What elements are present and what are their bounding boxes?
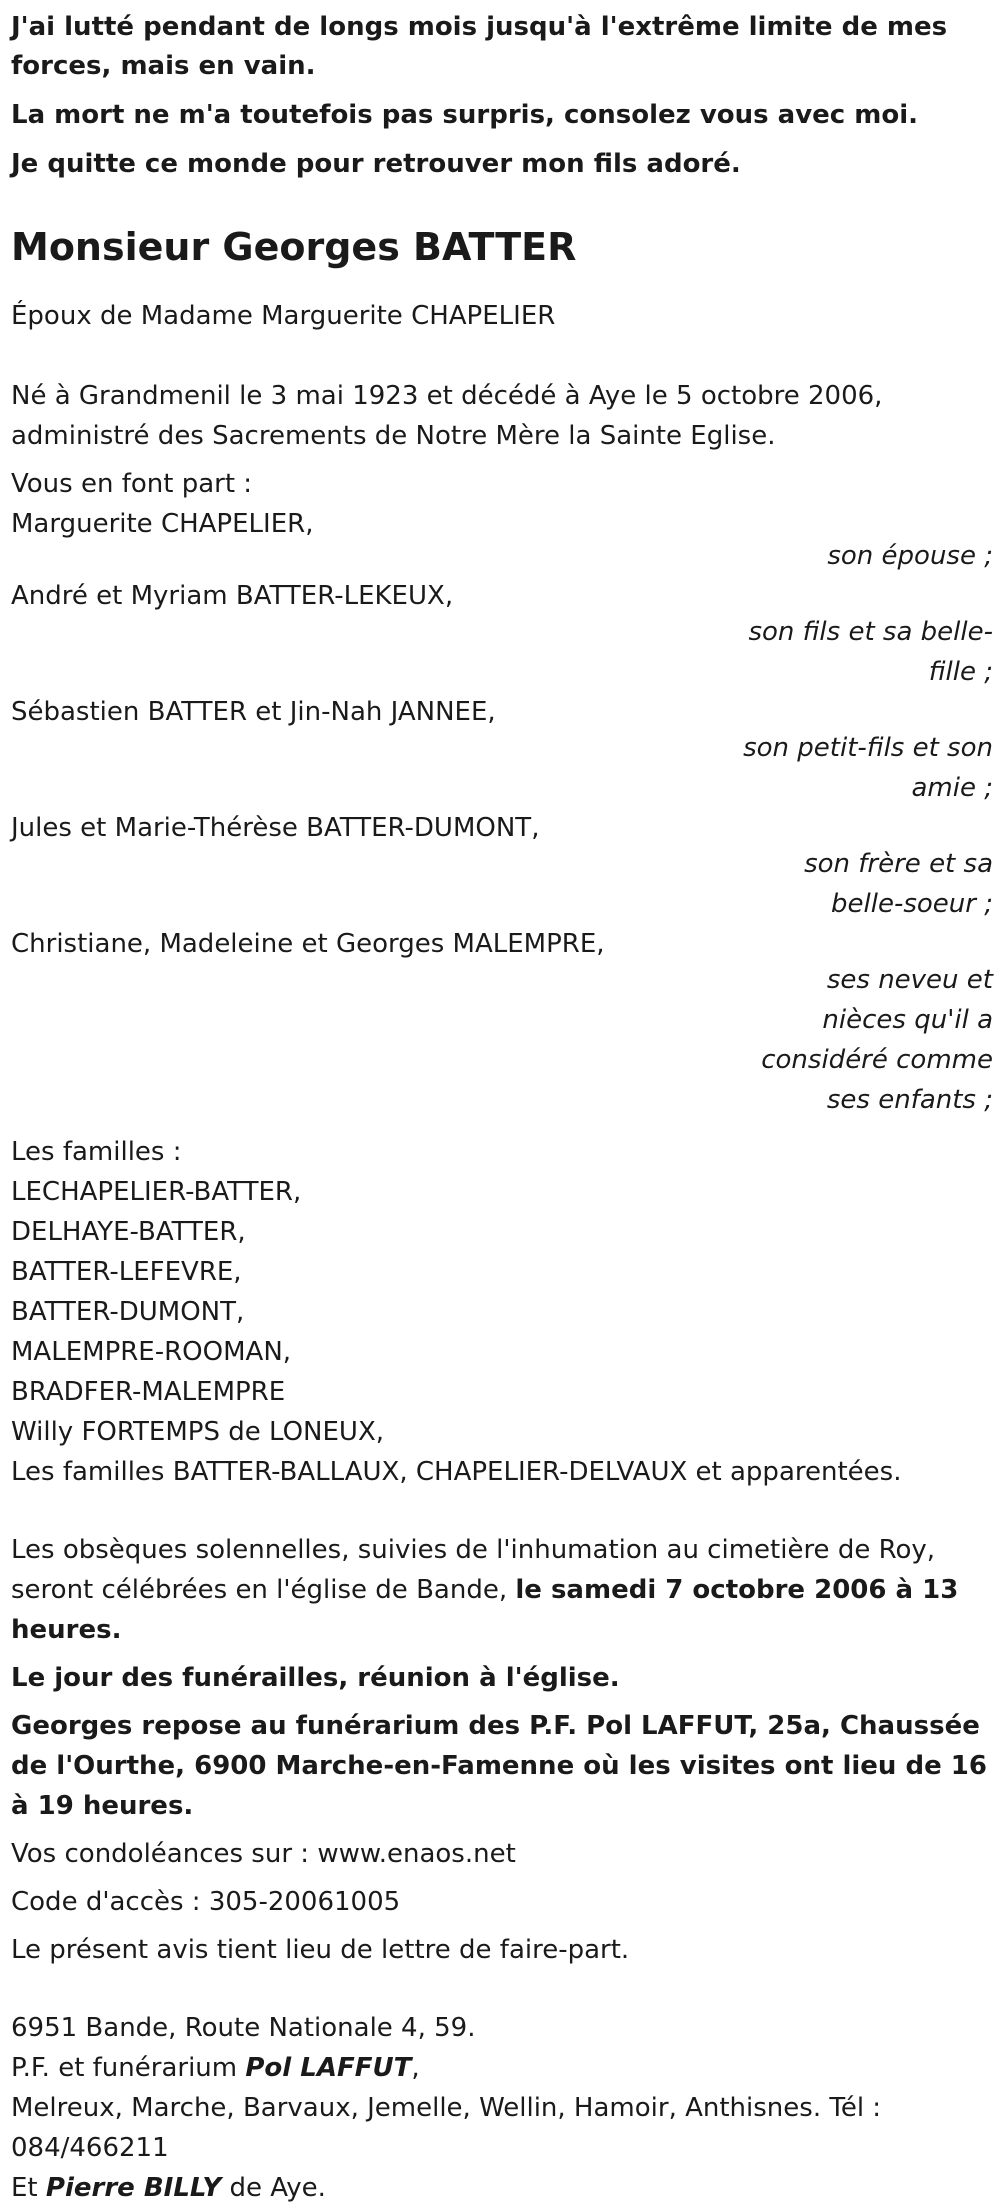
relative-name: Christiane, Madeleine et Georges MALEMPRE, [11, 929, 605, 959]
relatives-list [11, 504, 993, 1116]
access-code-line: Code d'accès : 305-20061005 [11, 1887, 401, 1917]
family-item: BATTER-DUMONT, [11, 1297, 245, 1327]
relative-entry [11, 924, 993, 1116]
family-item: Les familles BATTER-BALLAUX, CHAPELIER-DELVAUX et apparentées. [11, 1457, 902, 1487]
intro-quote [11, 8, 993, 184]
pf-suffix: , [411, 2053, 420, 2083]
relative-role: son épouse ; [827, 541, 993, 571]
families-list [11, 1132, 993, 1492]
relative-role: son fils et sa belle-fille ; [748, 617, 993, 687]
reunion-line: Le jour des funérailles, réunion à l'église. [11, 1663, 620, 1693]
notice-line: Le présent avis tient lieu de lettre de faire-part. [11, 1935, 630, 1965]
relative-name: Marguerite CHAPELIER, [11, 509, 314, 539]
funeral-text: Les obsèques solennelles, suivies de l'inhumation au cimetière de Roy, seront célébrées en l'église de Bande, [11, 1535, 936, 1605]
spouse-line: Époux de Madame Marguerite CHAPELIER [11, 301, 556, 331]
relative-entry [11, 808, 993, 920]
family-item: Willy FORTEMPS de LONEUX, [11, 1417, 385, 1447]
condolences-line: Vos condoléances sur : www.enaos.net [11, 1839, 516, 1869]
relative-entry [11, 692, 993, 804]
pf-prefix: P.F. et funérarium [11, 2053, 246, 2083]
family-item: BATTER-LEFEVRE, [11, 1257, 242, 1287]
rest-line: Georges repose au funérarium des P.F. Pol LAFFUT, 25a, Chaussée de l'Ourthe, 6900 Marche-en-Famenne où les visites ont lieu de 16 à 19 heures. [11, 1711, 987, 1821]
families-heading: Les familles : [11, 1137, 182, 1167]
et-prefix: Et [11, 2173, 46, 2203]
family-item: DELHAYE-BATTER, [11, 1217, 246, 1247]
pf-name: Pol LAFFUT [245, 2053, 412, 2083]
family-item: BRADFER-MALEMPRE [11, 1377, 286, 1407]
locations-line: Melreux, Marche, Barvaux, Jemelle, Wellin, Hamoir, Anthisnes. Tél : 084/466211 [11, 2093, 882, 2163]
funeral-paragraph [11, 1530, 993, 1650]
obituary-notice [11, 8, 993, 2208]
deceased-name-title: Monsieur Georges BATTER [11, 225, 577, 269]
relative-entry [11, 576, 993, 688]
relative-role: son frère et sa belle-soeur ; [804, 849, 993, 919]
announce-line: Vous en font part : [11, 469, 253, 499]
relative-name: Jules et Marie-Thérèse BATTER-DUMONT, [11, 813, 540, 843]
relative-role: ses neveu et nièces qu'il a considéré comme ses enfants ; [761, 965, 993, 1115]
funeral-home-line [11, 2048, 993, 2088]
et-line [11, 2168, 993, 2208]
address-line: 6951 Bande, Route Nationale 4, 59. [11, 2013, 476, 2043]
family-item: LECHAPELIER-BATTER, [11, 1177, 302, 1207]
et-name: Pierre BILLY [45, 2173, 222, 2203]
intro-line-2: La mort ne m'a toutefois pas surpris, consolez vous avec moi. [11, 100, 919, 130]
family-item: MALEMPRE-ROOMAN, [11, 1337, 292, 1367]
intro-line-3: Je quitte ce monde pour retrouver mon fils adoré. [11, 149, 741, 179]
funeral-date: le samedi 7 octobre 2006 à 13 heures. [11, 1575, 959, 1645]
et-suffix: de Aye. [221, 2173, 326, 2203]
relative-name: Sébastien BATTER et Jin-Nah JANNEE, [11, 697, 496, 727]
relative-name: André et Myriam BATTER-LEKEUX, [11, 581, 454, 611]
relative-role: son petit-fils et son amie ; [743, 733, 993, 803]
birth-death-line: Né à Grandmenil le 3 mai 1923 et décédé à Aye le 5 octobre 2006, administré des Sacrements de Notre Mère la Sainte Eglise. [11, 381, 883, 451]
relative-entry [11, 504, 993, 572]
intro-line-1: J'ai lutté pendant de longs mois jusqu'à l'extrême limite de mes forces, mais en vain. [11, 12, 948, 81]
